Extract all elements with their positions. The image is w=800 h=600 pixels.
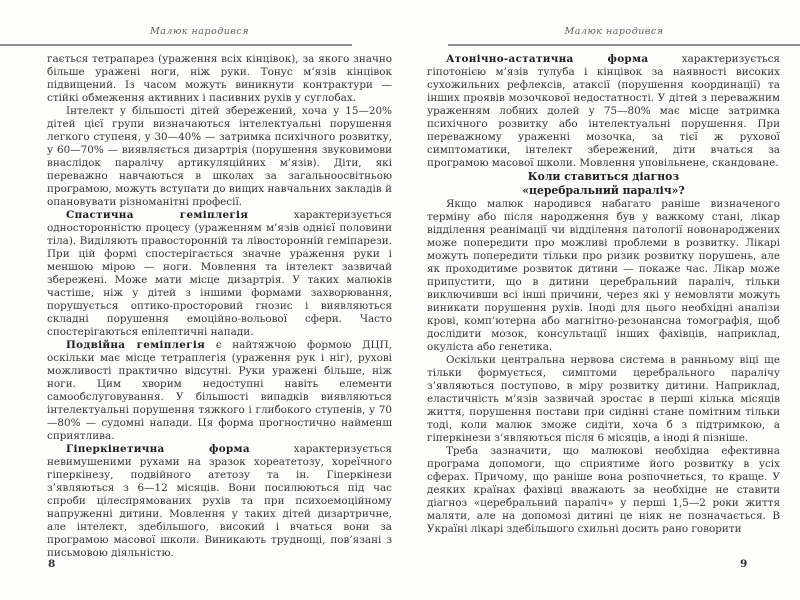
paragraph-text: Інтелект у більшості дітей збережений, хоча у 15—20% дітей цієї групи визначаються інтелектуальні порушення легкого ступеня, у 30—40% — затримка психічного розвитку, у 60—70% — виявляється дизартрія (порушення звуковимови внаслідок паралічу артикуляційних м’язів). Діти, які переважно навчаються в школах за загальноосвітньою програмою, можуть вступати до вищих навчальних закладів й опановувати різноманітні професії. (47, 105, 392, 208)
paragraph-tetraparesis (47, 53, 392, 105)
paragraph-lead: Гіперкінетична форма (66, 443, 250, 455)
paragraph-lead: Подвійна геміплегія (66, 339, 206, 351)
paragraph-lead: Спастична геміплегія (66, 209, 249, 221)
paragraph-hyperkinetic-form (47, 443, 392, 560)
header-rule-right (448, 44, 800, 46)
left-page-text-column (47, 53, 392, 560)
paragraph-spastic-hemiplegia (47, 209, 392, 339)
running-head-right: Малюк народився (564, 26, 664, 37)
paragraph-text: Оскільки центральна нервова система в ранньому віці ще тільки формується, симптоми церебрального паралічу з’являються поступово, в міру розвитку дитини. Наприклад, еластичність м’язів зазвичай зростає в перші кілька місяців життя, порушення постави при сидінні стане помітним тільки тоді, коли малюк зможе сидіти, хоча б з підтримкою, а гіперкінези з’являються після 6 місяців, а іноді й пізніше. (427, 354, 780, 444)
paragraph-double-hemiplegia (47, 339, 392, 443)
paragraph-cns-development (427, 354, 780, 445)
paragraph-text: Треба зазначити, що малюкові необхідна ефективна програма допомоги, що сприятиме його розвитку в усіх сферах. Причому, що раніше вона розпочнеться, то краще. У деяких країнах фахівці вважають за необхідне не ставити діагноз «церебральний параліч» у перші 1,5—2 роки життя маляти, але на допомозі дитині це ніяк не позначається. В Україні лікарі здебільшого схильні досить рано говорити (427, 445, 780, 535)
header-rule-left (0, 44, 352, 46)
paragraph-text: характеризується односторонністю процесу (ураженням м’язів однієї половини тіла). Виділяють правосторонній та лівосторонній геміпарези. При цій формі спостерігається значне ураження руки і меншою мірою — ноги. Мовлення та інтелект зазвичай збережені. Може мати місце дизартрія. У таких малюків частіше, ніж у дітей з іншими формами захворювання, порушується оптико-просторовий гнозис і виявляються складні порушення емоційно-вольової сфери. Часто спостерігаються епілептичні напади. (47, 209, 392, 338)
page-number-left: 8 (48, 558, 56, 570)
paragraph-atonic-astatic-form (427, 53, 780, 170)
paragraph-text: характеризується гіпотонією м’язів тулуба і кінцівок за наявності високих сухожильних рефлексів, атаксії (порушення координації) та інших проявів мозочкової недостатності. У дітей з переважним ураженням лобних долей у 75—80% має місце затримка психічного розвитку або інтелектуальні порушення. При переважному ураженні мозочка, за тієї ж рухової симптоматики, інтелект збережений, діти вчаться за програмою масової школи. Мовлення уповільнене, скандоване. (427, 53, 780, 169)
section-heading-line2: «церебральний параліч»? (522, 184, 685, 197)
paragraph-intellect (47, 105, 392, 209)
paragraph-help-program (427, 445, 780, 536)
paragraph-text: Якщо малюк народився набагато раніше визначеного терміну або після народження був у важкому стані, лікар відділення реанімації чи відділення патології новонароджених може попередити про можливі проблеми в розвитку. Лікарі можуть попередити тільки про ризик розвитку порушень, але як проходитиме розвиток дитини — покаже час. Лікар може припустити, що в дитини церебральний параліч, тільки виключивши всі інші причини, через які у немовляти можуть виникати порушення рухів. Іноді для цього необхідні аналізи крові, комп’ютерна або магнітно-резонансна томографія, щоб дослідити мозок, консультації інших фахівців, наприклад, окуліста або генетика. (427, 198, 780, 353)
paragraph-text: гається тетрапарез (ураження всіх кінцівок), за якого значно більше уражені ноги, ніж руки. Тонус м’язів кінцівок підвищений. Із часом можуть виникнути контрактури — стійкі обмеження активних і пасивних рухів у суглобах. (47, 53, 392, 104)
paragraph-diagnosis-warning (427, 198, 780, 354)
paragraph-text: характеризується невимушеними рухами на зразок хореатетозу, хореїчного гіперкінезу, подвійного атетозу та ін. Гіперкінези з’являються з 6—12 місяців. Вони посилюються під час спроби цілеспрямованих рухів та при психоемоційному напруженні дитини. Мовлення у таких дітей дизартричне, але інтелект, здебільшого, високий і вчаться вони за програмою масової школи. Виникають труднощі, пов’язані з письмовою діяльністю. (47, 443, 392, 559)
section-heading-line1: Коли ставиться діагноз (527, 170, 680, 183)
section-heading (427, 170, 780, 198)
right-page-text-column (427, 53, 780, 536)
page-number-right: 9 (740, 558, 748, 570)
paragraph-text: є найтяжчою формою ДЦП, оскільки має місце тетраплегія (ураження рук і ніг), рухові можливості практично відсутні. Руки уражені більше, ніж ноги. Цим хворим недоступні навіть елементи самообслуговування. У більшості випадків виявляються інтелектуальні порушення тяжкого і глибокого ступенів, у 70—80% — судомні напади. Ця форма прогностично найменш сприятлива. (47, 339, 392, 442)
running-head-left: Малюк народився (150, 26, 249, 37)
paragraph-lead: Атонічно-астатична форма (446, 53, 649, 65)
